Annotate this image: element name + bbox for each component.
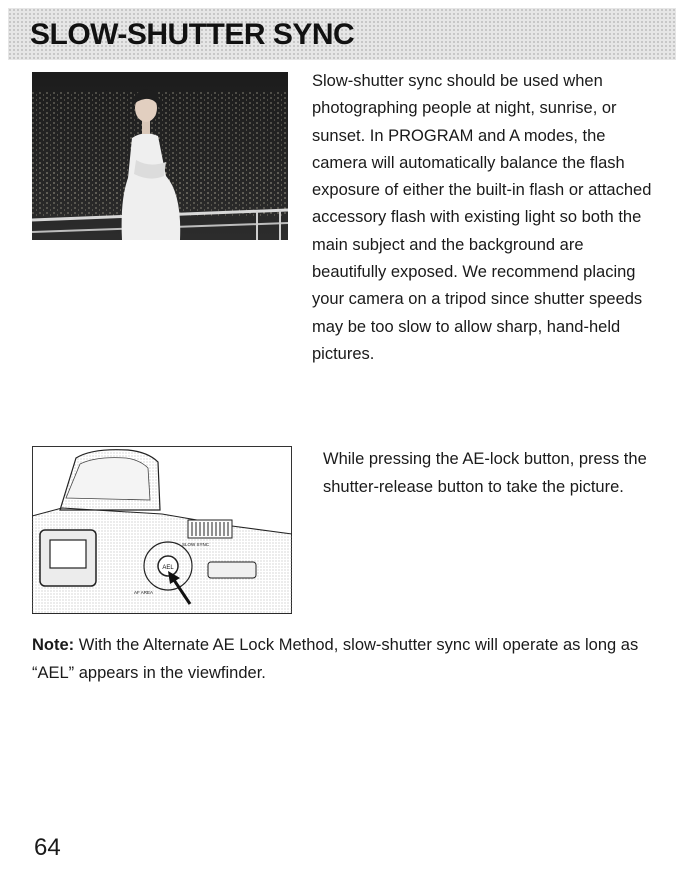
ael-button-label: AEL [162,565,174,571]
camera-drawing [32,446,292,614]
intro-paragraph: Slow-shutter sync should be used when photographing people at night, sunrise, or sunset. In PROGRAM and A modes, the camera will automatically balance the flash exposure of either the built-in flash or attached accessory flash with existing light so both the main subject and the background are beautifully exposed. We recommend placing your camera on a tripod since shutter speeds may be too slow to allow sharp, hand-held pictures. [312,72,652,363]
camera-illustration [32,446,292,614]
slow-sync-label: SLOW SYNC [182,542,210,547]
night-portrait-photo [32,72,288,240]
photo-image [32,72,288,240]
instruction-paragraph: While pressing the AE-lock button, press the shutter-release button to take the picture. [323,450,647,496]
af-area-label: AF AREA [134,590,154,595]
note-paragraph [32,632,652,687]
note-body: With the Alternate AE Lock Method, slow-shutter sync will operate as long as “AEL” appears in the viewfinder. [32,636,639,682]
note-label: Note: [32,636,75,654]
page-number: 64 [34,834,61,861]
page-title: SLOW-SHUTTER SYNC [30,18,355,51]
